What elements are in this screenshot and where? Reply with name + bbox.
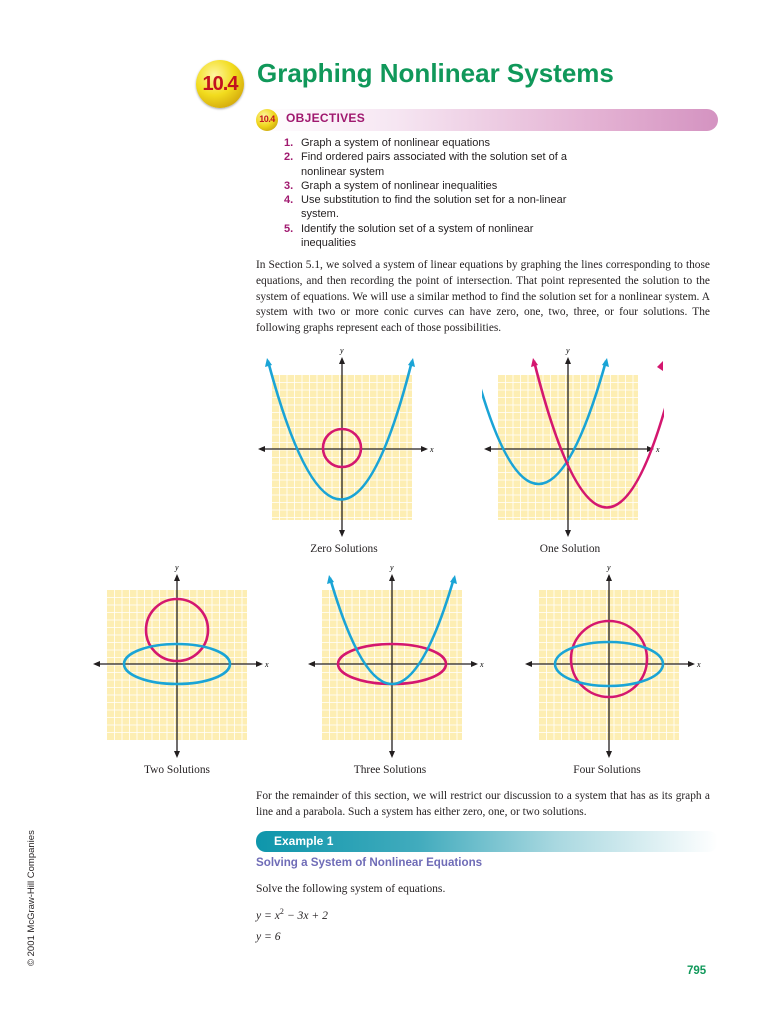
objectives-badge-number: 10.4 — [259, 114, 275, 124]
objective-item — [284, 193, 584, 222]
y-axis-label: y — [607, 566, 611, 572]
remainder-paragraph: For the remainder of this section, we will restrict our discussion to a system that has as its graph a line and a parabola. Such a system has either zero, one, or two solutions. — [256, 790, 710, 818]
intro-paragraph: In Section 5.1, we solved a system of linear equations by graphing the lines corresponding to those equations, and then recording the point of intersection. That point represented the solution to the system of equations. We will use a similar method to find the solution set for a nonlinear system. A system with two or more conic curves can have zero, one, two, three, or four solutions. The following graphs represent each of those possibilities. — [256, 259, 710, 335]
objectives-badge — [256, 109, 278, 131]
objective-text: Find ordered pairs associated with the solution set of a nonlinear system — [301, 151, 567, 178]
caption-four-solutions: Four Solutions — [573, 764, 641, 776]
graph-four-solutions — [523, 566, 705, 761]
caption-three-solutions: Three Solutions — [353, 764, 427, 776]
example-prompt: Solve the following system of equations. — [256, 882, 446, 895]
caption-one-solution: One Solution — [539, 543, 601, 555]
x-axis-label: x — [430, 445, 434, 454]
x-axis-label: x — [265, 660, 269, 669]
objective-item — [284, 222, 584, 251]
graph-one-solution — [482, 345, 664, 540]
caption-zero-solutions: Zero Solutions — [310, 543, 378, 555]
objective-text: Graph a system of nonlinear inequalities — [301, 179, 498, 192]
example-label: Example 1 — [274, 834, 334, 848]
objective-number: 2. — [284, 151, 294, 164]
equation-1-rhs: − 3x + 2 — [283, 908, 328, 922]
x-axis-label: x — [480, 660, 484, 669]
objective-item — [284, 150, 584, 179]
equation-1-exponent: 2 — [279, 907, 284, 916]
section-badge-number: 10.4 — [202, 73, 238, 95]
objective-number: 1. — [284, 137, 294, 149]
example-subtitle: Solving a System of Nonlinear Equations — [256, 856, 483, 869]
objective-item — [284, 136, 584, 150]
page-number: 795 — [687, 965, 707, 977]
objective-text: Use substitution to find the solution set for a non-linear system. — [301, 194, 567, 221]
copyright-text: © 2001 McGraw-Hill Companies — [26, 830, 37, 966]
objective-text: Graph a system of nonlinear equations — [301, 137, 490, 149]
objective-item — [284, 179, 584, 193]
graph-two-solutions — [91, 566, 273, 761]
equation-1 — [256, 907, 328, 922]
y-axis-label: y — [340, 346, 344, 355]
graph-three-solutions — [306, 566, 488, 761]
section-badge — [196, 60, 244, 108]
equation-2: y = 6 — [256, 930, 281, 943]
x-axis-label: x — [656, 445, 660, 454]
graph-zero-solutions — [256, 345, 438, 540]
x-axis-label: x — [697, 660, 701, 669]
y-axis-label: y — [175, 566, 179, 572]
caption-two-solutions: Two Solutions — [144, 764, 210, 776]
y-axis-label: y — [566, 346, 570, 355]
objective-text: Identify the solution set of a system of nonlinear inequalities — [301, 222, 534, 250]
objective-number: 3. — [284, 179, 294, 192]
equation-1-lhs: y = x — [256, 908, 280, 922]
objective-number: 4. — [284, 194, 294, 207]
objectives-list — [284, 136, 584, 250]
objectives-label: OBJECTIVES — [286, 111, 366, 125]
section-title: Graphing Nonlinear Systems — [257, 58, 614, 88]
objective-number: 5. — [284, 222, 294, 235]
y-axis-label: y — [390, 566, 394, 572]
